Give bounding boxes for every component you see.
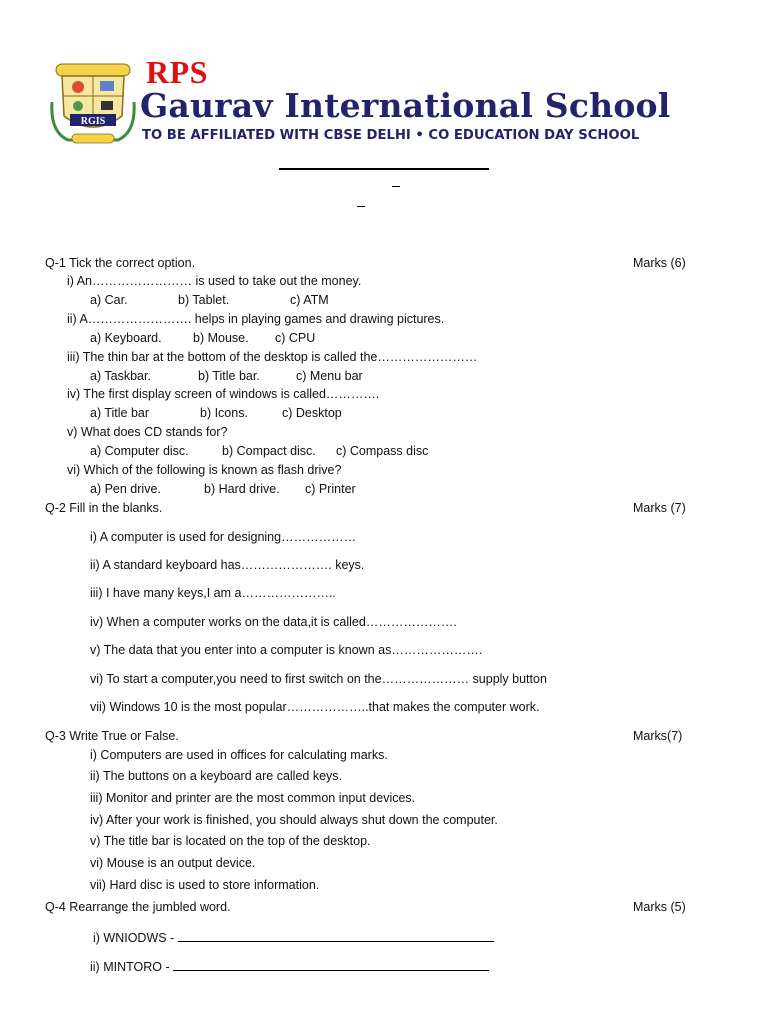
- q1-option-2a: a) Keyboard.: [90, 331, 162, 345]
- q2-item-4: iv) When a computer works on the data,it is called………………….: [90, 615, 457, 629]
- brand-short-name: RPS: [146, 54, 208, 90]
- q1-option-6c: c) Printer: [305, 482, 356, 496]
- q1-option-6b: b) Hard drive.: [204, 482, 280, 496]
- q1-option-2c: c) CPU: [275, 331, 316, 345]
- svg-text:RGIS: RGIS: [80, 116, 106, 127]
- q1-option-3b: b) Title bar.: [198, 369, 260, 383]
- q1-option-4c: c) Desktop: [282, 406, 342, 420]
- q3-item-1: i) Computers are used in offices for calculating marks.: [90, 748, 388, 762]
- school-name: Gaurav International School: [140, 86, 671, 125]
- q1-option-4b: b) Icons.: [200, 406, 248, 420]
- q1-question-5: v) What does CD stands for?: [67, 425, 228, 439]
- q2-item-7: vii) Windows 10 is the most popular………………..that makes the computer work.: [90, 700, 540, 714]
- q1-question-1: i) An…………………… is used to take out the money.: [67, 274, 362, 288]
- q4-item-1: [93, 929, 494, 945]
- title-underline: [279, 168, 489, 170]
- q4-answer-line-1[interactable]: [178, 929, 494, 942]
- q3-heading: Q-3 Write True or False.: [45, 729, 179, 743]
- q1-question-3: iii) The thin bar at the bottom of the desktop is called the……………………: [67, 350, 478, 364]
- q1-heading: Q-1 Tick the correct option.: [45, 256, 196, 270]
- q4-item-1-label: i) WNIODWS -: [93, 931, 175, 945]
- q3-item-2: ii) The buttons on a keyboard are called keys.: [90, 769, 342, 783]
- q1-option-4a: a) Title bar: [90, 406, 150, 420]
- q4-heading: Q-4 Rearrange the jumbled word.: [45, 900, 231, 914]
- q1-option-2b: b) Mouse.: [193, 331, 249, 345]
- q1-option-5b: b) Compact disc.: [222, 444, 316, 458]
- q1-option-1b: b) Tablet.: [178, 293, 230, 307]
- q2-item-1: i) A computer is used for designing………………: [90, 530, 357, 544]
- q4-item-2: [90, 958, 489, 974]
- q1-option-3c: c) Menu bar: [296, 369, 363, 383]
- q3-item-3: iii) Monitor and printer are the most common input devices.: [90, 791, 416, 805]
- q2-heading: Q-2 Fill in the blanks.: [45, 501, 163, 515]
- q1-option-5c: c) Compass disc: [336, 444, 429, 458]
- q1-question-6: vi) Which of the following is known as flash drive?: [67, 463, 342, 477]
- q2-item-5: v) The data that you enter into a computer is known as………………….: [90, 643, 483, 657]
- school-crest-logo: [48, 62, 138, 146]
- q4-item-2-label: ii) MINTORO -: [90, 960, 170, 974]
- q2-item-3: iii) I have many keys,I am a…………………..: [90, 586, 336, 600]
- q1-option-1c: c) ATM: [290, 293, 329, 307]
- q1-marks: Marks (6): [633, 256, 686, 270]
- q3-item-5: v) The title bar is located on the top of the desktop.: [90, 834, 371, 848]
- q3-marks: Marks(7): [633, 729, 683, 743]
- q2-item-2: ii) A standard keyboard has…………………. keys.: [90, 558, 365, 572]
- q1-question-2: ii) A……………………. helps in playing games and drawing pictures.: [67, 312, 445, 326]
- q1-option-5a: a) Computer disc.: [90, 444, 189, 458]
- blank-dash-2: [357, 206, 365, 207]
- q3-item-4: iv) After your work is finished, you should always shut down the computer.: [90, 813, 498, 827]
- q1-option-3a: a) Taskbar.: [90, 369, 151, 383]
- q1-option-6a: a) Pen drive.: [90, 482, 161, 496]
- q2-marks: Marks (7): [633, 501, 686, 515]
- q4-marks: Marks (5): [633, 900, 686, 914]
- q4-answer-line-2[interactable]: [173, 958, 489, 971]
- q3-item-6: vi) Mouse is an output device.: [90, 856, 256, 870]
- blank-dash-1: [392, 186, 400, 187]
- q1-option-1a: a) Car.: [90, 293, 128, 307]
- q1-question-4: iv) The first display screen of windows is called………….: [67, 387, 380, 401]
- q3-item-7: vii) Hard disc is used to store information.: [90, 878, 320, 892]
- q2-item-6: vi) To start a computer,you need to first switch on the………………… supply button: [90, 672, 547, 686]
- school-tagline: TO BE AFFILIATED WITH CBSE DELHI • CO EDUCATION DAY SCHOOL: [142, 128, 640, 143]
